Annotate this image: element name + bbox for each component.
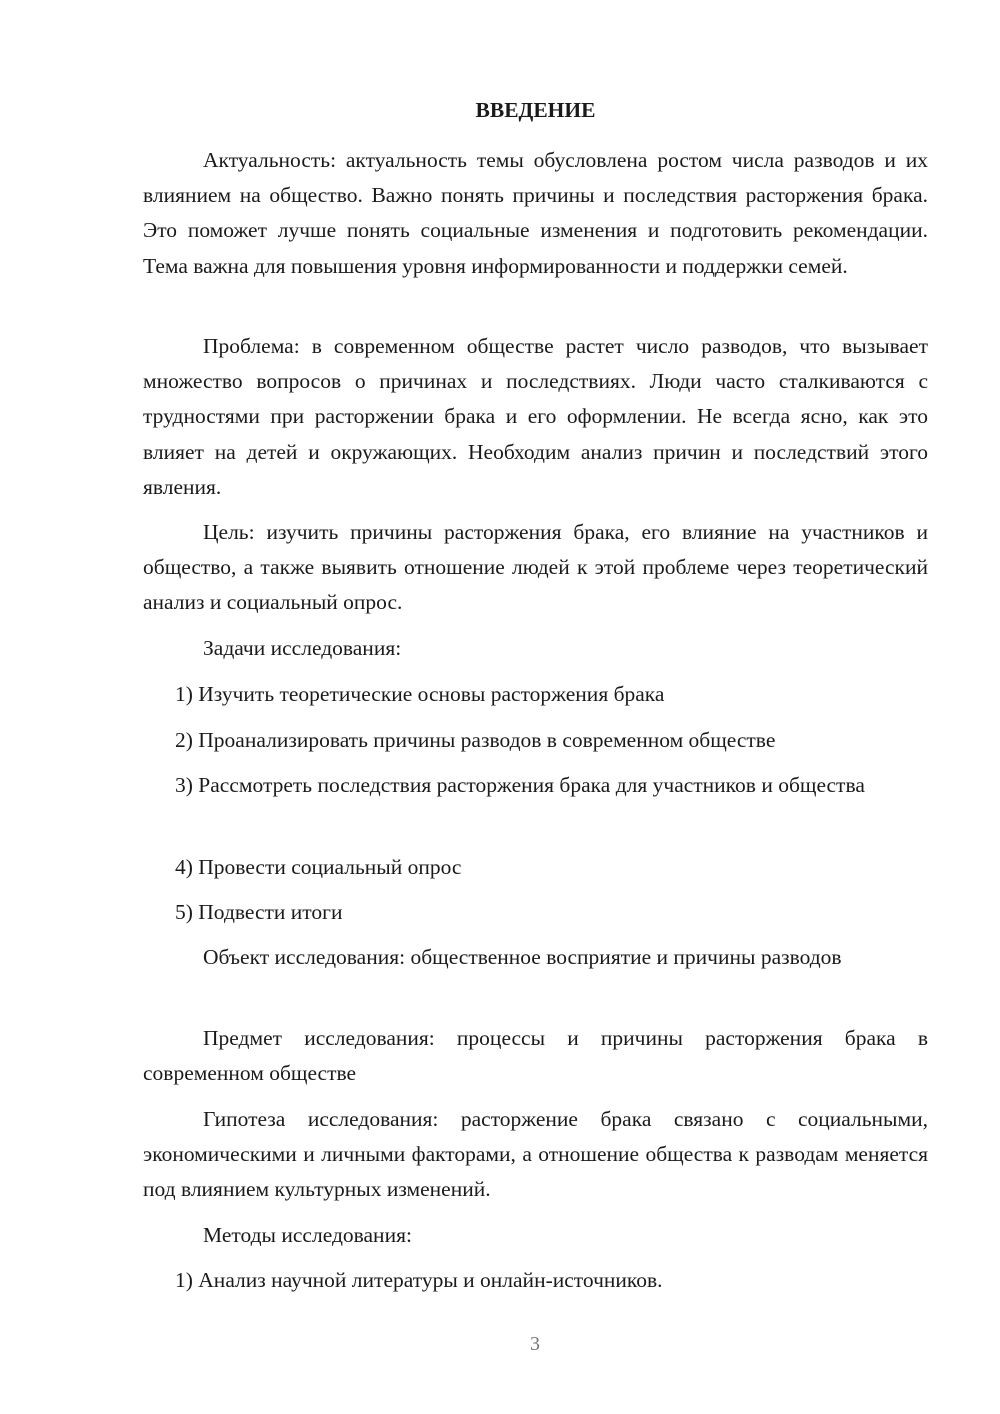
list-item: 5) Подвести итоги	[175, 900, 343, 924]
list-item: 1) Анализ научной литературы и онлайн-источников.	[175, 1268, 663, 1292]
page-title: ВВЕДЕНИЕ	[475, 98, 596, 122]
paragraph-relevance: Актуальность: актуальность темы обусловлена ростом числа разводов и их влиянием на общество. Важно понять причины и последствия расторжения брака. Это поможет лучше понять социальные изменения и подготовить рекомендации. Тема важна для повышения уровня информированности и поддержки семей.	[143, 148, 928, 278]
list-item: 4) Провести социальный опрос	[175, 855, 462, 879]
list-item: 1) Изучить теоретические основы расторжения брака	[175, 682, 665, 706]
list-item: 2) Проанализировать причины разводов в современном обществе	[175, 728, 776, 752]
paragraph-object: Объект исследования: общественное восприятие и причины разводов	[203, 945, 842, 969]
list-item: 3) Рассмотреть последствия расторжения брака для участников и общества	[175, 773, 865, 797]
paragraph-hypothesis: Гипотеза исследования: расторжение брака связано с социальными, экономическими и личными факторами, а отношение общества к разводам меняется под влиянием культурных изменений.	[143, 1107, 928, 1202]
page-number: 3	[530, 1333, 540, 1355]
paragraph-subject: Предмет исследования: процессы и причины расторжения брака в современном обществе	[143, 1026, 928, 1086]
paragraph-goal: Цель: изучить причины расторжения брака, его влияние на участников и общество, а также выявить отношение людей к этой проблеме через теоретический анализ и социальный опрос.	[143, 520, 928, 615]
paragraph-methods-heading: Методы исследования:	[203, 1223, 412, 1247]
paragraph-tasks-heading: Задачи исследования:	[203, 636, 402, 660]
paragraph-problem: Проблема: в современном обществе растет число разводов, что вызывает множество вопросов о причинах и последствиях. Люди часто сталкиваются с трудностями при расторжении брака и его оформлении. Не всегда ясно, как это влияет на детей и окружающих. Необходим анализ причин и последствий этого явления.	[143, 334, 928, 499]
